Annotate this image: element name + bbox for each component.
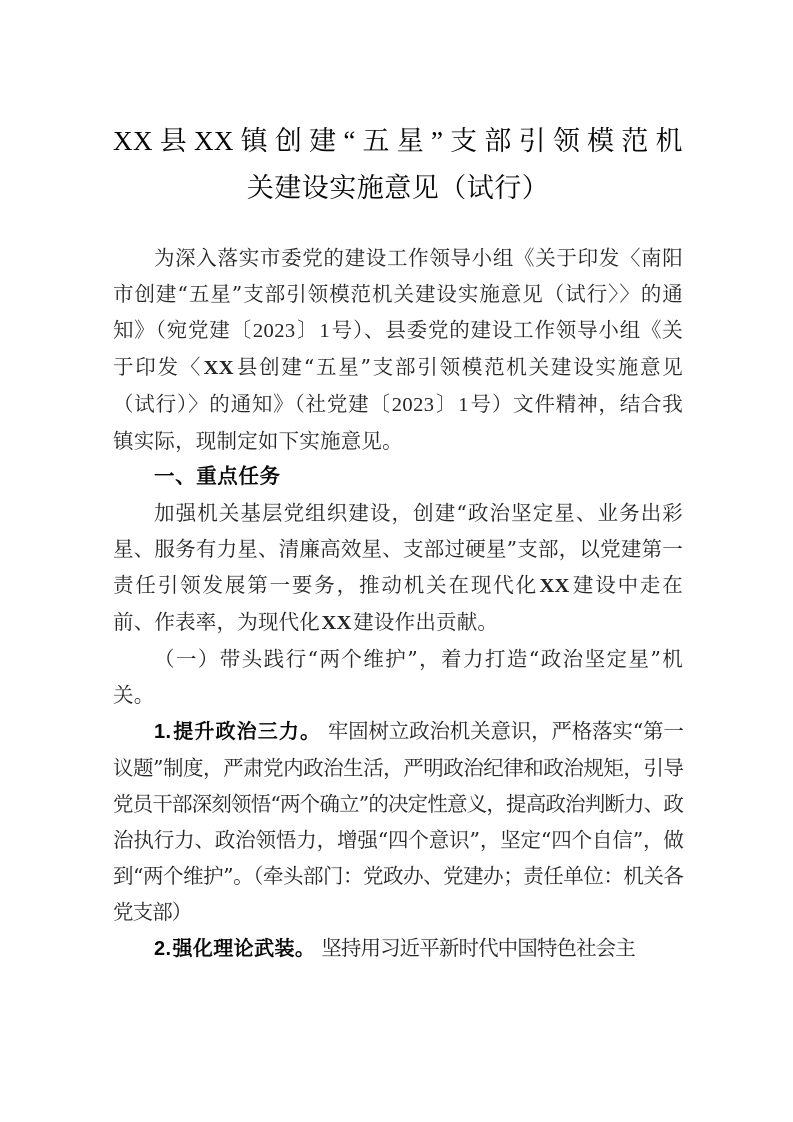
- numbered-item-2-body: 坚持用习近平新时代中国特色社会主: [321, 936, 635, 960]
- numbered-item-2-lead-text: 强化理论武装。: [172, 938, 316, 960]
- page-title-line-1: XX县XX镇创建“五星”支部引领模范机: [113, 126, 683, 156]
- paragraph-intro: [113, 240, 683, 459]
- section-heading-key-tasks-label: 一、重点任务: [154, 465, 281, 488]
- document-content: [113, 118, 683, 967]
- section-heading-key-tasks: [113, 459, 683, 495]
- paragraph-subsection-one: [113, 641, 683, 713]
- numbered-item-1-lead: [154, 721, 328, 743]
- page-title-line-2: 关建设实施意见（试行）: [246, 173, 550, 203]
- paragraph-task-intro-text: 加强机关基层党组织建设，创建“政治坚定星、业务出彩星、服务有力星、清廉高效星、支部过硬星”支部，以党建第一责任引领发展第一要务，推动机关在现代化XX建设中走在前、作表率，为现代化XX建设作出贡献。: [113, 501, 683, 634]
- numbered-item-1: [113, 713, 683, 930]
- paragraph-task-intro: [113, 495, 683, 641]
- numbered-item-1-body: 牢固树立政治机关意识，严格落实“第一议题”制度，严肃党内政治生活，严明政治纪律和政治规矩，引导党员干部深刻领悟“两个确立”的决定性意义，提高政治判断力、政治执行力、政治领悟力，增强“四个意识”，坚定“四个自信”，做到“两个维护”。（牵头部门：党政办、党建办；责任单位：机关各党支部）: [113, 719, 683, 924]
- paragraph-intro-text: 为深入落实市委党的建设工作领导小组《关于印发〈南阳市创建“五星”支部引领模范机关建设实施意见（试行〉〉的通知》（宛党建〔2023〕1号）、县委党的建设工作领导小组《关于印发〈XX县创建“五星”支部引领模范机关建设实施意见（试行）〉的通知》（社党建〔2023〕1号）文件精神，结合我镇实际，现制定如下实施意见。: [113, 246, 684, 453]
- paragraph-subsection-one-text: （一）带头践行“两个维护”，着力打造“政治坚定星”机关。: [113, 647, 683, 707]
- numbered-item-2: [113, 930, 683, 967]
- page-title: [113, 118, 683, 212]
- numbered-item-1-lead-text: 提升政治三力。: [172, 721, 322, 743]
- numbered-item-2-lead: [154, 938, 321, 960]
- numbered-item-1-number: 1.: [154, 721, 172, 743]
- numbered-item-2-number: 2.: [154, 938, 172, 960]
